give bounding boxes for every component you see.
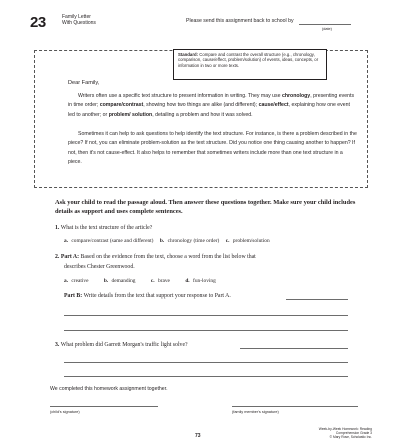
question-1-number: 1.	[55, 225, 60, 231]
date-label: (date)	[322, 27, 332, 31]
option-item[interactable]: c. brave	[150, 278, 170, 284]
question-3-text: What problem did Garrett Morgan's traffic light solve?	[60, 342, 188, 348]
option-item[interactable]: a. compare/contrast (same and different)	[64, 238, 154, 244]
part-a-text: Based on the evidence from the text, choose a word from the list below that	[80, 254, 256, 260]
section-label-line1: Family Letter	[62, 14, 91, 20]
question-2-part-a	[55, 253, 360, 261]
section-label-line2: With Questions	[62, 20, 96, 26]
standard-text: Compare and contrast the overall structure (e.g., chronology, comparison, cause/effect, problem/solution) of events, ideas, concepts, or information in two or more texts.	[178, 52, 319, 68]
standard-label: Standard:	[178, 52, 199, 57]
letter-paragraph-1: Writers often use a specific text structure to present information in writing. They may use chronology, presenting events in time order; compare/contrast, showing how two things are alike (and different); cause/effect, explaining how one event led to another; or problem/ solution, detailing a problem and how it was solved.	[68, 93, 355, 118]
option-item[interactable]: b. chronology (time order)	[159, 238, 220, 244]
term-compare-contrast: compare/contrast	[99, 102, 144, 109]
answer-line[interactable]	[240, 348, 348, 349]
return-date-blank[interactable]	[299, 24, 351, 25]
letter-greeting: Dear Family,	[68, 80, 100, 86]
letter-paragraph-2: Sometimes it can help to ask questions to help identify the text structure. For instance, is there a problem described in the piece? If not, you can eliminate problem-solution as the text structure. Did you notice one thing causing another to happen? If not, then it's not cause-effect. It also helps to remember that sometimes writers include more than one text structure in a piece.	[68, 131, 357, 165]
part-a-label: Part A:	[60, 254, 80, 260]
question-2-options	[64, 278, 221, 284]
option-item[interactable]: b. demanding	[103, 278, 136, 284]
part-b-text: Write details from the text that support your response to Part A.	[83, 293, 231, 299]
question-3	[55, 341, 188, 349]
part-b-label: Part B:	[64, 293, 83, 299]
question-1-text: What is the text structure of the article?	[60, 225, 153, 231]
completion-statement: We completed this homework assignment together.	[50, 386, 168, 392]
footer-page-number: 73	[195, 433, 201, 439]
answer-line[interactable]	[64, 376, 348, 377]
page-number: 23	[30, 14, 46, 31]
question-3-number: 3.	[55, 342, 60, 348]
family-signature-line[interactable]	[232, 406, 358, 407]
answer-line[interactable]	[286, 299, 348, 300]
option-item[interactable]: a. creative	[64, 278, 89, 284]
answer-line[interactable]	[64, 315, 348, 316]
answer-line[interactable]	[64, 330, 348, 331]
child-signature-line[interactable]	[50, 406, 158, 407]
question-1	[55, 224, 152, 232]
option-item[interactable]: c. problem/solution	[225, 238, 270, 244]
term-cause-effect: cause/effect	[258, 102, 289, 109]
term-chronology: chronology	[281, 93, 311, 99]
question-1-options	[64, 238, 275, 244]
family-signature-label: (family member's signature)	[232, 410, 279, 414]
standard-box	[173, 49, 327, 80]
term-problem-solution: problem/ solution	[108, 111, 153, 118]
answer-line[interactable]	[64, 362, 348, 363]
question-2-part-b	[64, 292, 231, 300]
copyright-credit: Week-by-Week Homework: Reading Comprehension Grade 3 © Mary Rose, Scholastic Inc.	[318, 427, 372, 440]
part-a-text-line2: describes Chester Greenwood.	[64, 264, 135, 270]
return-instruction: Please send this assignment back to school by	[186, 18, 294, 24]
section-label	[62, 14, 96, 26]
instructions-intro: Ask your child to read the passage aloud. Then answer these questions together. Make sure your child includes details as support and uses complete sentences.	[55, 199, 356, 215]
question-2-number: 2.	[55, 254, 60, 260]
option-item[interactable]: d. fun-loving	[185, 278, 216, 284]
child-signature-label: (child's signature)	[50, 410, 80, 414]
